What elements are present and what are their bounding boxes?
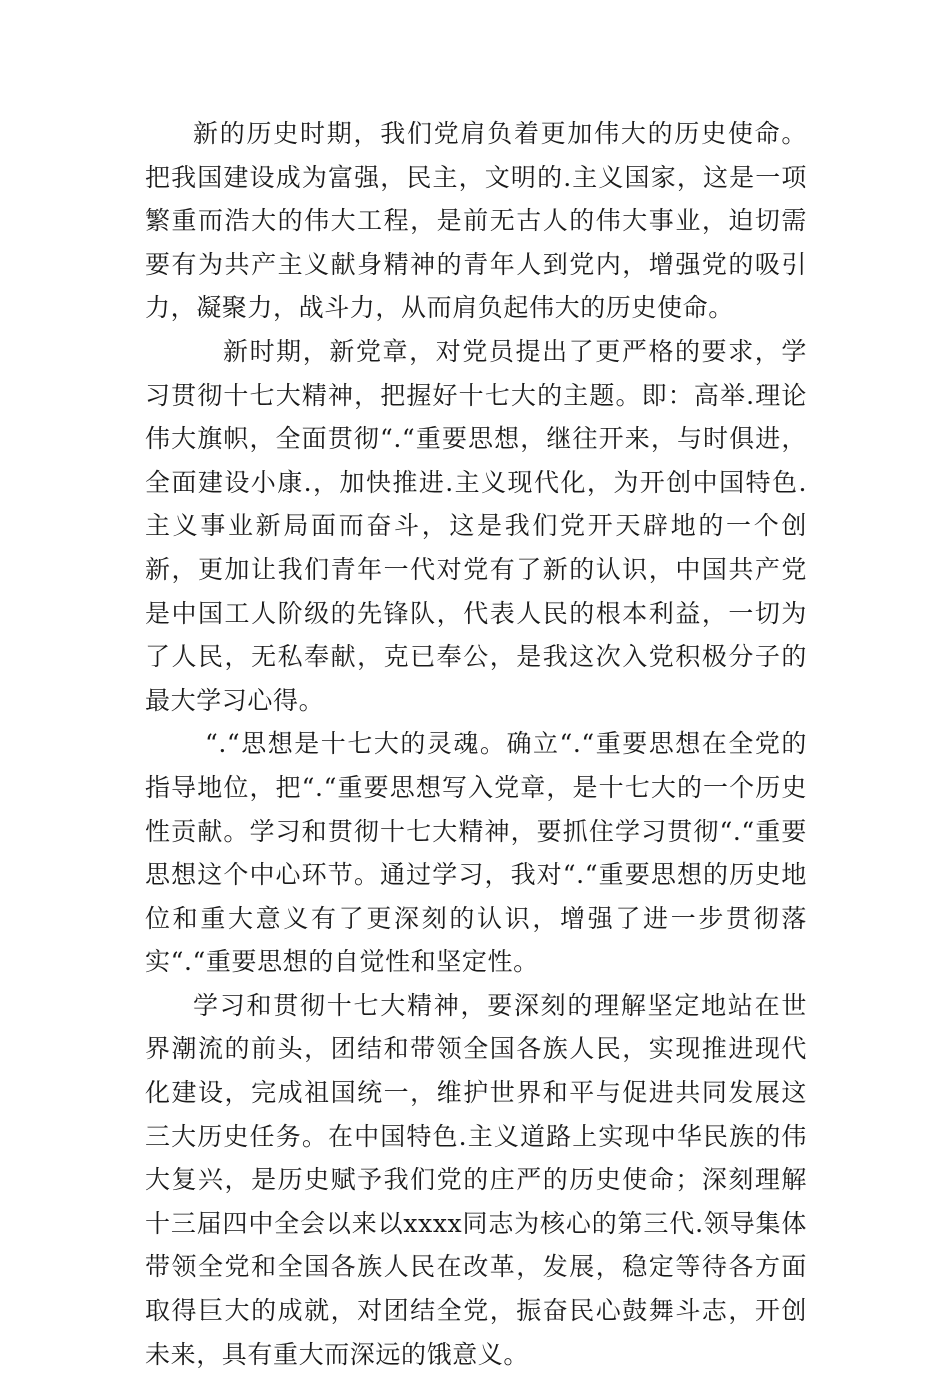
paragraph-1: 新的历史时期，我们党肩负着更加伟大的历史使命。把我国建设成为富强，民主，文明的.主义国家，这是一项繁重而浩大的伟大工程，是前无古人的伟大事业，迫切需要有为共产主义献身精神的青年人到党内，增强党的吸引力，凝聚力，战斗力，从而肩负起伟大的历史使命。 [145,119,807,323]
document-body [145,112,807,1376]
paragraph-4: 学习和贯彻十七大精神，要深刻的理解坚定地站在世界潮流的前头，团结和带领全国各族人民，实现推进现代化建设，完成祖国统一，维护世界和平与促进共同发展这三大历史任务。在中国特色.主义道路上实现中华民族的伟大复兴，是历史赋予我们党的庄严的历史使命；深刻理解十三届四中全会以来以xxxx同志为核心的第三代.领导集体带领全党和全国各族人民在改革，发展，稳定等待各方面取得巨大的成就，对团结全党，振奋民心鼓舞斗志，开创未来，具有重大而深远的饿意义。 [145,990,807,1369]
paragraph-2: 新时期，新党章，对党员提出了更严格的要求，学习贯彻十七大精神，把握好十七大的主题。即：高举.理论伟大旗帜，全面贯彻“.“重要思想，继往开来，与时俱进，全面建设小康.，加快推进.主义现代化，为开创中国特色.主义事业新局面而奋斗，这是我们党开天辟地的一个创新，更加让我们青年一代对党有了新的认识，中国共产党是中国工人阶级的先锋队，代表人民的根本利益，一切为了人民，无私奉献，克已奉公，是我这次入党积极分子的最大学习心得。 [145,336,807,715]
paragraph-3: “.“思想是十七大的灵魂。确立“.“重要思想在全党的指导地位，把“.“重要思想写入党章，是十七大的一个历史性贡献。学习和贯彻十七大精神，要抓住学习贯彻“.“重要思想这个中心环节。通过学习，我对“.“重要思想的历史地位和重大意义有了更深刻的认识，增强了进一步贯彻落实“.“重要思想的自觉性和坚定性。 [145,729,807,977]
